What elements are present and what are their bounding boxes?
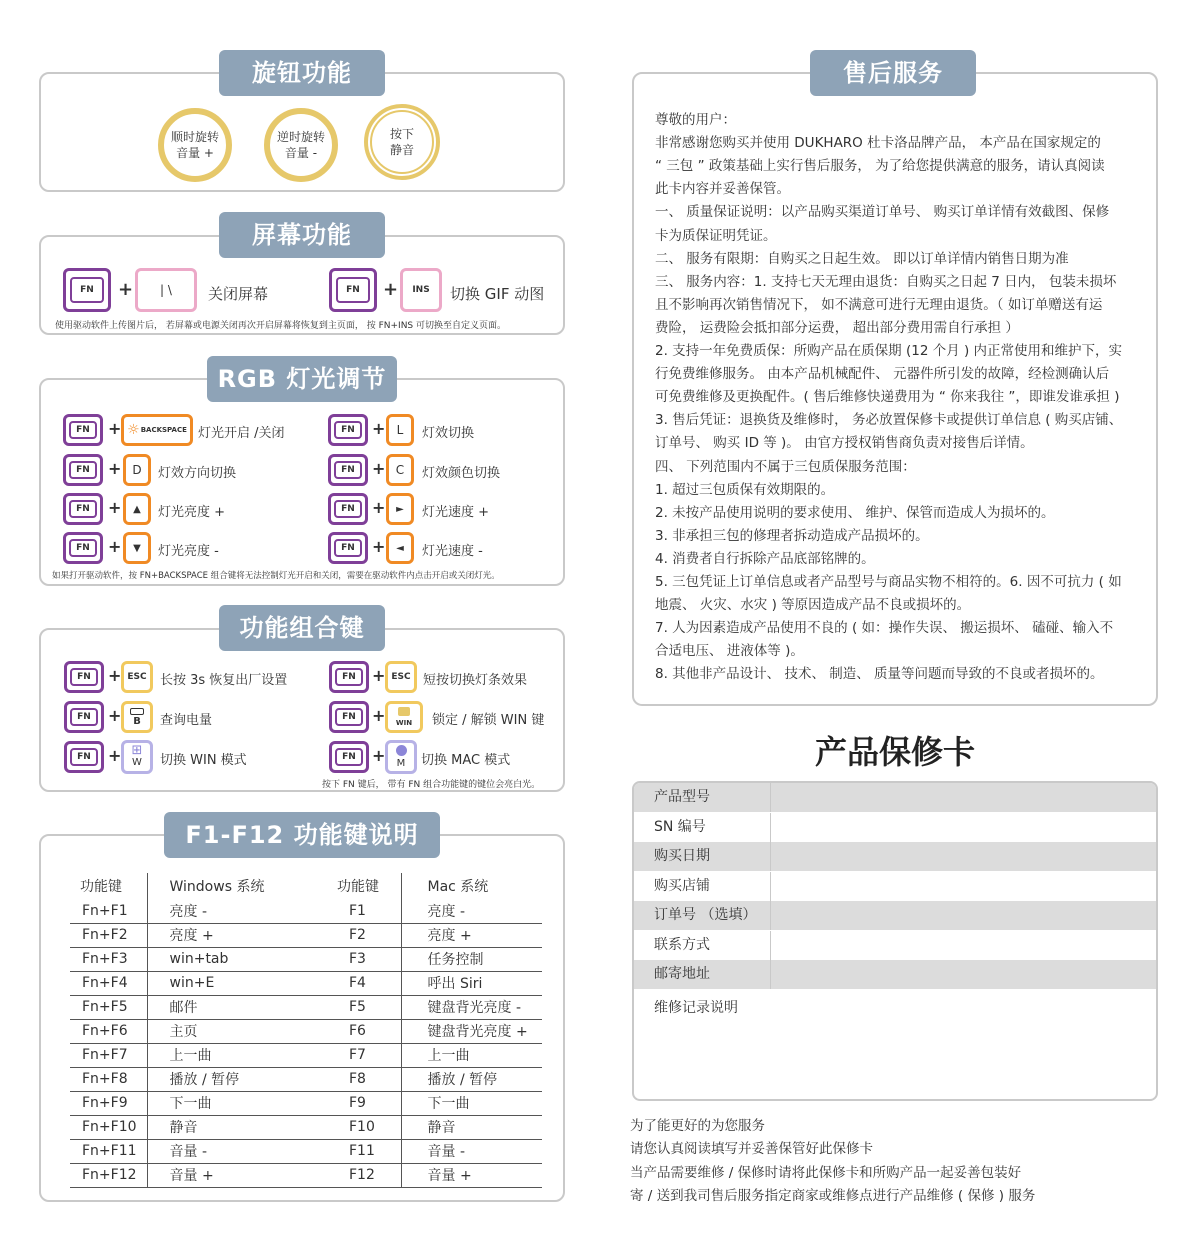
table-cell: Fn+F2 [70, 923, 147, 947]
rgb-title: RGB 灯光调节 [207, 356, 397, 402]
backslash-key [135, 268, 197, 312]
screen-fn-key-2 [329, 268, 377, 312]
plus-sign: + [108, 459, 122, 478]
table-cell: Fn+F1 [70, 899, 147, 923]
knob-press-icon [364, 104, 440, 180]
win-lock-key [385, 701, 423, 733]
table-cell: F6 [315, 1019, 401, 1043]
knob-ccw-line1: 逆时旋转 [276, 130, 325, 144]
rgb-fn-key: FN [328, 493, 368, 525]
table-cell: 键盘背光亮度 - [401, 995, 542, 1019]
service-line: 7. 人为因素造成产品使用不良的 ( 如：操作失误、 搬运损坏、 磕碰、输入不 [655, 620, 1114, 637]
rgb-fn-key: FN [63, 532, 103, 564]
mac-mode-label: 切换 MAC 模式 [421, 753, 511, 768]
table-cell: 下一曲 [401, 1091, 542, 1115]
knob-counterclockwise-icon [264, 108, 338, 182]
fn-key-label: FN [336, 277, 370, 304]
table-row [70, 1067, 542, 1091]
ins-key-label: INS [412, 285, 430, 295]
rgb-speed-down-label: 灯光速度 - [422, 544, 483, 559]
table-cell: F7 [315, 1043, 401, 1067]
up-arrow-key: ▲ [123, 493, 151, 525]
table-cell: 亮度 - [147, 899, 315, 923]
table-cell: F11 [315, 1139, 401, 1163]
sun-icon: ☼ [127, 422, 140, 438]
table-cell: 静音 [401, 1115, 542, 1139]
knob-press-inner [370, 110, 434, 174]
service-title: 售后服务 [810, 50, 976, 96]
down-arrow-key: ▼ [123, 532, 151, 564]
table-cell: Fn+F11 [70, 1139, 147, 1163]
combo-note: 按下 FN 键后， 带有 FN 组合功能键的键位会亮白光。 [322, 780, 541, 790]
table-cell: win+tab [147, 947, 315, 971]
plus-sign: + [108, 706, 122, 725]
fkeys-header-windows: Windows 系统 [169, 879, 265, 895]
service-line: 可免费维修及更换配件。( 售后维修快递费用为 “ 你来我往 ”，即谁发谁承担 ) [655, 389, 1120, 406]
knob-press-line2: 静音 [389, 143, 414, 157]
warranty-field-label: 联系方式 [634, 931, 771, 960]
table-cell: 邮件 [147, 995, 315, 1019]
table-cell: F8 [315, 1067, 401, 1091]
knob-title: 旋钮功能 [219, 50, 385, 96]
table-cell: 上一曲 [147, 1043, 315, 1067]
table-row [70, 995, 542, 1019]
warranty-field-value[interactable] [771, 842, 1156, 871]
service-line: 3. 非承担三包的修理者拆动造成产品损坏的。 [655, 527, 929, 544]
plus-sign: + [108, 666, 122, 685]
windows-logo-icon: ⊞ [131, 743, 143, 758]
knob-cw-line1: 顺时旋转 [170, 130, 219, 144]
warranty-field-value[interactable] [771, 901, 1156, 930]
knob-ccw-line2: 音量 - [284, 146, 318, 160]
combo-fn-key: FN [64, 701, 104, 733]
screen-fn-key-1 [63, 268, 111, 312]
win-lock-label: 锁定 / 解锁 WIN 键 [432, 713, 545, 728]
service-line: 2. 支持一年免费质保：所购产品在质保期 (12 个月 ) 内正常使用和维护下，实 [655, 343, 1123, 359]
service-line: 费险， 运费险会抵扣部分运费， 超出部分费用需自行承担 ） [655, 319, 1019, 336]
warranty-field-value[interactable] [771, 783, 1156, 812]
rgb-brightness-up-label: 灯光亮度 + [158, 505, 226, 520]
repair-record-label: 维修记录说明 [654, 1000, 738, 1016]
knob-cw-line2: 音量 + [176, 146, 214, 160]
rgb-speed-up-label: 灯光速度 + [422, 505, 490, 520]
combo-fn-key: FN [64, 741, 104, 773]
b-key-label: B [133, 715, 141, 727]
win-mode-label: 切换 WIN 模式 [160, 753, 247, 768]
table-row [70, 1019, 542, 1043]
fkeys-header-key: 功能键 [315, 873, 401, 899]
table-cell: F5 [315, 995, 401, 1019]
fkeys-title: F1-F12 功能键说明 [164, 812, 440, 858]
light-bar-label: 短按切换灯条效果 [423, 673, 528, 688]
table-cell: 下一曲 [147, 1091, 315, 1115]
table-cell: win+E [147, 971, 315, 995]
service-line: 1. 超过三包质保有效期限的。 [655, 481, 835, 498]
warranty-field-value[interactable] [771, 960, 1156, 989]
rgb-fn-key: FN [63, 454, 103, 486]
w-key-label: W [132, 757, 142, 768]
fn-key-label: FN [70, 277, 104, 304]
table-cell: 音量 + [147, 1163, 315, 1187]
table-row [70, 947, 542, 971]
table-cell: 播放 / 暂停 [147, 1067, 315, 1091]
service-line: 8. 其他非产品设计、 技术、 制造、 质量等问题而导致的不良或者损坏的。 [655, 666, 1104, 683]
screen-note: 使用驱动软件上传图片后， 若屏幕或电源关闭再次开启屏幕将恢复到主页面， 按 FN+INS 可切换至自定义页面。 [55, 321, 506, 331]
fkeys-header-mac: Mac 系统 [427, 879, 489, 895]
battery-check-label: 查询电量 [160, 713, 213, 728]
table-cell: 呼出 Siri [401, 971, 542, 995]
warranty-row [634, 901, 1156, 930]
warranty-title: 产品保修卡 [814, 733, 975, 771]
warranty-row [634, 960, 1156, 989]
warranty-row [634, 842, 1156, 871]
table-row [70, 1163, 542, 1187]
service-line: 此卡内容并妥善保管。 [655, 181, 790, 198]
service-line: 订单号、 购买 ID 等 )。 由官方授权销售商负责对接售后详情。 [655, 435, 1034, 452]
combo-fn-key: FN [64, 661, 104, 693]
plus-sign: + [372, 459, 386, 478]
warranty-field-value[interactable] [771, 931, 1156, 960]
table-cell: 音量 - [147, 1139, 315, 1163]
plus-sign: + [372, 419, 386, 438]
lock-icon [398, 707, 410, 716]
table-row [70, 1091, 542, 1115]
table-cell: 音量 - [401, 1139, 542, 1163]
rgb-toggle-label: 灯光开启 /关闭 [198, 426, 285, 441]
warranty-row [634, 931, 1156, 960]
fkeys-header-key: 功能键 [70, 873, 147, 899]
plus-sign: + [108, 419, 122, 438]
table-cell: Fn+F12 [70, 1163, 147, 1187]
plus-sign: + [118, 279, 134, 300]
rgb-fn-key: FN [63, 493, 103, 525]
service-line: 5. 三包凭证上订单信息或者产品型号与商品实物不相符的。6. 因不可抗力 ( 如 [655, 574, 1122, 590]
combo-fn-key: FN [329, 661, 369, 693]
backspace-key-label: BACKSPACE [140, 426, 187, 434]
table-cell: Fn+F5 [70, 995, 147, 1019]
service-line: 二、 服务有限期：自购买之日起生效。 即以订单详情内销售日期为准 [655, 250, 1069, 267]
table-cell: Fn+F4 [70, 971, 147, 995]
table-cell: F1 [315, 899, 401, 923]
service-line: 三、 服务内容：1. 支持七天无理由退货：自购买之日起 7 日内， 包装未损坏 [655, 273, 1117, 290]
table-cell: 键盘背光亮度 + [401, 1019, 542, 1043]
table-cell: 主页 [147, 1019, 315, 1043]
plus-sign: + [372, 706, 386, 725]
table-row [70, 899, 542, 923]
table-row [70, 1139, 542, 1163]
apple-logo-icon [396, 745, 407, 756]
warranty-field-label: 邮寄地址 [634, 960, 771, 989]
rgb-effect-label: 灯效切换 [422, 426, 475, 441]
combo-fn-key: FN [329, 701, 369, 733]
table-cell: Fn+F3 [70, 947, 147, 971]
warranty-field-label: SN 编号 [634, 813, 771, 842]
rgb-fn-key: FN [328, 454, 368, 486]
m-key-label: M [396, 757, 406, 769]
l-key: L [386, 414, 414, 446]
plus-sign: + [108, 537, 122, 556]
c-key: C [386, 454, 414, 486]
warranty-field-label: 产品型号 [634, 783, 771, 812]
plus-sign: + [383, 279, 399, 300]
battery-key [121, 701, 153, 733]
table-cell: Fn+F9 [70, 1091, 147, 1115]
table-cell: F12 [315, 1163, 401, 1187]
table-cell: 亮度 - [401, 899, 542, 923]
service-line: 且不影响再次销售情况下， 如不满意可进行无理由退货。（ 如订单赠送有运 [655, 296, 1103, 313]
table-cell: Fn+F6 [70, 1019, 147, 1043]
table-cell: 静音 [147, 1115, 315, 1139]
table-row [70, 923, 542, 947]
warranty-field-value[interactable] [771, 813, 1156, 842]
warranty-row [634, 872, 1156, 901]
warranty-table [632, 781, 1158, 1101]
warranty-row [634, 783, 1156, 812]
warranty-field-label: 购买日期 [634, 842, 771, 871]
rgb-brightness-down-label: 灯光亮度 - [158, 544, 219, 559]
rgb-direction-label: 灯效方向切换 [158, 466, 237, 481]
fkeys-table [70, 873, 542, 1188]
esc-key: ESC [385, 661, 417, 693]
warranty-row [634, 813, 1156, 842]
table-cell: Fn+F8 [70, 1067, 147, 1091]
esc-key: ESC [121, 661, 153, 693]
table-cell: Fn+F10 [70, 1115, 147, 1139]
footer-line: 寄 / 送到我司售后服务指定商家或维修点进行产品维修 ( 保修 ) 服务 [630, 1187, 1036, 1204]
plus-sign: + [372, 498, 386, 517]
warranty-field-label: 购买店铺 [634, 872, 771, 901]
mac-key [385, 740, 417, 774]
fkeys-header-row [70, 873, 542, 899]
service-line: 行免费维修服务。 由本产品机械配件、 元器件所引发的故障，经检测确认后 [655, 366, 1110, 383]
d-key: D [123, 454, 151, 486]
table-cell: F3 [315, 947, 401, 971]
fkeys-body [70, 899, 542, 1187]
service-line: 一、 质量保证说明：以产品购买渠道订单号、 购买订单详情有效截图、保修 [655, 204, 1110, 221]
warranty-field-label: 订单号 （选填） [634, 901, 771, 930]
table-cell: 亮度 + [147, 923, 315, 947]
knob-press-line1: 按下 [389, 127, 414, 141]
ins-key [400, 268, 442, 312]
footer-line: 请您认真阅读填写并妥善保管好此保修卡 [630, 1141, 873, 1158]
factory-reset-label: 长按 3s 恢复出厂设置 [160, 673, 288, 688]
rgb-fn-key: FN [63, 414, 103, 446]
plus-sign: + [108, 498, 122, 517]
win-key-label: WIN [395, 718, 413, 727]
table-cell: F2 [315, 923, 401, 947]
service-line: 四、 下列范围内不属于三包质保服务范围： [655, 458, 916, 475]
service-line: 非常感谢您购买并使用 DUKHARO 杜卡洛品牌产品， 本产品在国家规定的 [655, 135, 1101, 152]
screen-title: 屏幕功能 [219, 212, 385, 258]
knob-clockwise-icon [158, 108, 232, 182]
table-row [70, 1043, 542, 1067]
backslash-key-label: | \ [160, 282, 172, 297]
table-cell: 播放 / 暂停 [401, 1067, 542, 1091]
service-line: 4. 消费者自行拆除产品底部铭牌的。 [655, 550, 875, 567]
battery-icon [130, 708, 144, 715]
service-line: 卡为质保证明凭证。 [655, 227, 777, 244]
combo-fn-key: FN [329, 741, 369, 773]
table-row [70, 1115, 542, 1139]
table-cell: Fn+F7 [70, 1043, 147, 1067]
plus-sign: + [372, 537, 386, 556]
table-cell: 上一曲 [401, 1043, 542, 1067]
plus-sign: + [372, 746, 386, 765]
service-line: 尊敬的用户： [655, 112, 736, 128]
screen-off-label: 关闭屏幕 [208, 285, 269, 303]
footer-line: 当产品需要维修 / 保修时请将此保修卡和所购产品一起妥善包装好 [630, 1164, 1022, 1181]
plus-sign: + [108, 746, 122, 765]
table-cell: 亮度 + [401, 923, 542, 947]
right-arrow-key: ► [386, 493, 414, 525]
service-line: 3. 售后凭证：退换货及维修时， 务必放置保修卡或提供订单信息 ( 购买店铺、 [655, 412, 1123, 429]
rgb-fn-key: FN [328, 532, 368, 564]
rgb-note: 如果打开驱动软件，按 FN+BACKSPACE 组合键将无法控制灯光开启和关闭，需要在驱动软件内点击开启或关闭灯光。 [52, 571, 500, 581]
warranty-field-value[interactable] [771, 872, 1156, 901]
combo-title: 功能组合键 [219, 605, 385, 651]
plus-sign: + [372, 666, 386, 685]
table-cell: F4 [315, 971, 401, 995]
footer-line: 为了能更好的为您服务 [630, 1118, 765, 1134]
service-line: “ 三包 ” 政策基础上实行售后服务， 为了给您提供满意的服务，请认真阅读 [655, 158, 1105, 175]
table-cell: F9 [315, 1091, 401, 1115]
backspace-key [121, 414, 193, 446]
service-line: 2. 未按产品使用说明的要求使用、 维护、保管而造成人为损坏的。 [655, 504, 1055, 521]
left-arrow-key: ◄ [386, 532, 414, 564]
windows-key [121, 740, 153, 774]
table-cell: F10 [315, 1115, 401, 1139]
table-cell: 音量 + [401, 1163, 542, 1187]
service-line: 合适电压、 进液体等 )。 [655, 643, 804, 660]
table-cell: 任务控制 [401, 947, 542, 971]
rgb-color-label: 灯效颜色切换 [422, 466, 501, 481]
switch-gif-label: 切换 GIF 动图 [450, 285, 545, 303]
service-line: 地震、 火灾、水灾 ) 等原因造成产品不良或损坏的。 [655, 597, 971, 614]
rgb-fn-key: FN [328, 414, 368, 446]
table-row [70, 971, 542, 995]
